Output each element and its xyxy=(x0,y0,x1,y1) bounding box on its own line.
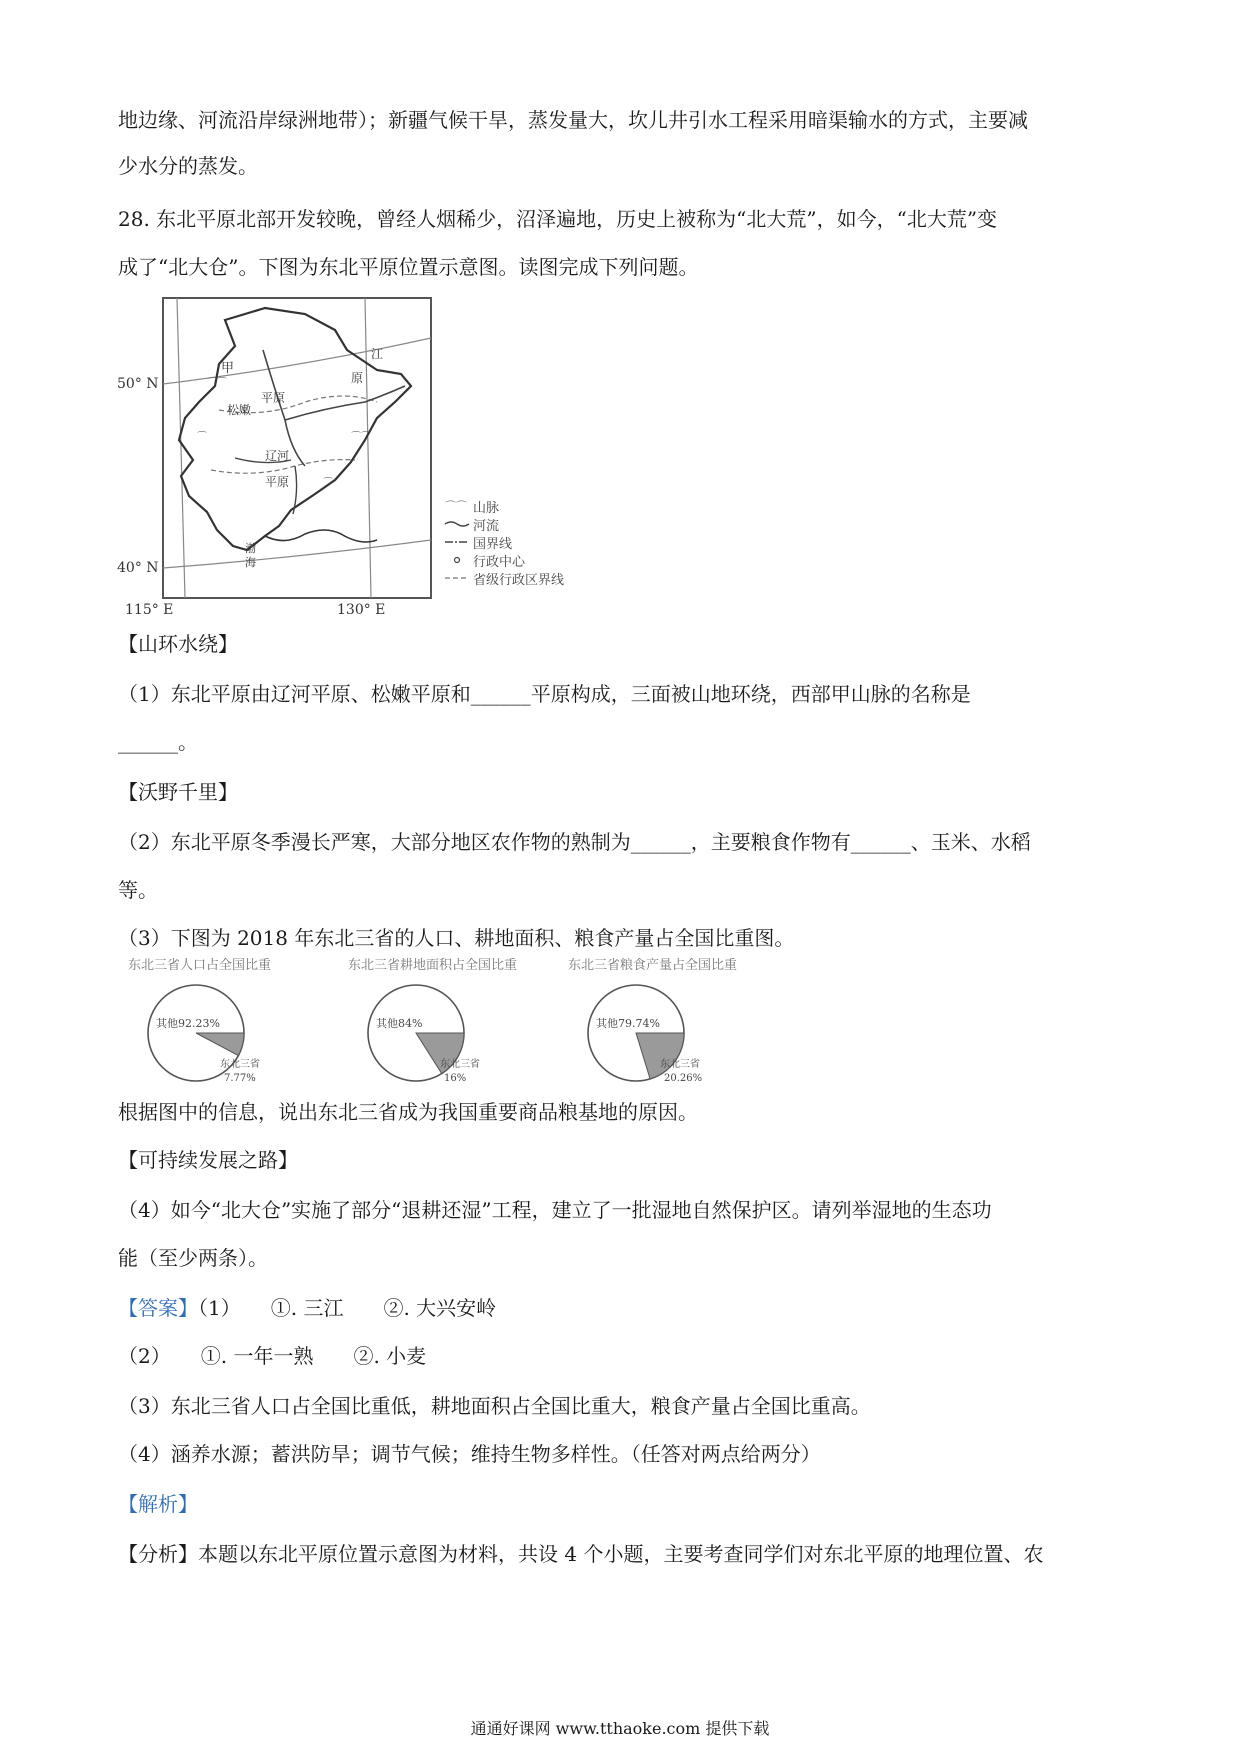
analysis-tag: 【解析】 xyxy=(118,1492,198,1516)
mountain-symbol: ⌒⌒ xyxy=(351,432,371,443)
map-label: 江 xyxy=(371,347,384,361)
pie-label-northeast: 东北三省 xyxy=(220,1059,260,1070)
pie-label-other: 其他79.74% xyxy=(596,1017,660,1030)
section-heading: 【沃野千里】 xyxy=(118,780,238,804)
question-3-prompt: 根据图中的信息，说出东北三省成为我国重要商品粮基地的原因。 xyxy=(118,1100,698,1124)
question-2: 等。 xyxy=(118,878,158,902)
question-2: （2）东北平原冬季漫长严寒，大部分地区农作物的熟制为______，主要粮食作物有______、玉米、水稻 xyxy=(118,830,1031,854)
pie-label-other: 其他92.23% xyxy=(156,1017,220,1030)
question-4: （4）如今“北大仓”实施了部分“退耕还湿”工程，建立了一批湿地自然保护区。请列举湿地的生态功 xyxy=(118,1198,992,1222)
legend-label: 山脉 xyxy=(473,501,500,516)
mountain-symbol: ⌒⌒ xyxy=(207,378,227,389)
section-heading: 【山环水绕】 xyxy=(118,632,238,656)
page-footer: 通通好课网 www.tthaoke.com 提供下载 xyxy=(470,1719,770,1738)
pie-chart xyxy=(568,957,737,1084)
answer-tag: 【答案】 xyxy=(118,1296,198,1320)
pie-label-other: 其他84% xyxy=(376,1017,423,1030)
question-4: 能（至少两条）。 xyxy=(118,1246,268,1270)
answer-3: （3）东北三省人口占全国比重低，耕地面积占全国比重大，粮食产量占全国比重高。 xyxy=(118,1394,871,1418)
legend-label: 行政中心 xyxy=(473,555,526,570)
pie-value-northeast: 20.26% xyxy=(664,1073,703,1084)
map-label: 松嫩 xyxy=(227,403,252,417)
mountain-symbol: ⌒ xyxy=(197,432,207,443)
section-heading: 【可持续发展之路】 xyxy=(118,1148,298,1172)
mountain-legend-icon: ⌒⌒ xyxy=(445,500,467,513)
pie-title: 东北三省粮食产量占全国比重 xyxy=(568,958,738,973)
map-frame xyxy=(163,298,431,598)
answer-4: （4）涵养水源；蓄洪防旱；调节气候；维持生物多样性。（任答对两点给两分） xyxy=(118,1442,821,1466)
text-line: 少水分的蒸发。 xyxy=(118,154,258,178)
question-3: （3）下图为 2018 年东北三省的人口、耕地面积、粮食产量占全国比重图。 xyxy=(118,926,795,950)
map-legend xyxy=(445,500,564,588)
legend-label: 河流 xyxy=(473,519,500,534)
map-label: 渤 xyxy=(245,542,256,555)
lat-label: 40° N xyxy=(117,560,159,576)
mountain-symbol: ⌒ xyxy=(323,478,333,489)
map-label: 辽河 xyxy=(265,449,290,463)
capital-legend-icon xyxy=(455,558,460,563)
map-label: 原 xyxy=(351,371,364,385)
analysis-text: 【分析】本题以东北平原位置示意图为材料，共设 4 个小题，主要考查同学们对东北平原的地理位置、农 xyxy=(118,1542,1044,1566)
answer-1-text: （1） ①. 三江 ②. 大兴安岭 xyxy=(198,1296,497,1320)
pie-title: 东北三省耕地面积占全国比重 xyxy=(348,958,518,973)
text-line: 地边缘、河流沿岸绿洲地带）；新疆气候干旱，蒸发量大，坎儿井引水工程采用暗渠输水的方式，主要减 xyxy=(118,108,1028,132)
river-legend-icon xyxy=(445,522,469,526)
question-1: （1）东北平原由辽河平原、松嫩平原和______平原构成，三面被山地环绕，西部甲山脉的名称是 xyxy=(118,682,971,706)
map-label-jia: 甲 xyxy=(221,361,235,376)
map-label: 平原 xyxy=(265,475,290,489)
map-label: 平原 xyxy=(261,391,286,405)
pie-value-northeast: 16% xyxy=(444,1073,467,1084)
legend-label: 国界线 xyxy=(473,537,513,552)
legend-label: 省级行政区界线 xyxy=(473,573,565,588)
question-28-stem: 成了“北大仓”。下图为东北平原位置示意图。读图完成下列问题。 xyxy=(118,255,699,279)
question-28-stem: 28. 东北平原北部开发较晚，曾经人烟稀少，沼泽遍地，历史上被称为“北大荒”，如今，“北大荒”变 xyxy=(118,207,998,231)
map-label: 海 xyxy=(245,556,256,569)
pie-charts xyxy=(118,955,778,1085)
pie-label-northeast: 东北三省 xyxy=(440,1059,480,1070)
question-1: ______。 xyxy=(118,730,198,754)
answer-2: （2） ①. 一年一熟 ②. 小麦 xyxy=(118,1344,427,1368)
lon-label: 115° E xyxy=(125,602,174,615)
pie-chart xyxy=(128,957,271,1084)
answer-1 xyxy=(118,1294,496,1322)
pie-title: 东北三省人口占全国比重 xyxy=(128,958,272,973)
northeast-plain-map xyxy=(115,290,595,615)
pie-value-northeast: 7.77% xyxy=(224,1073,256,1084)
pie-chart xyxy=(348,957,517,1084)
lon-label: 130° E xyxy=(337,602,386,615)
pie-label-northeast: 东北三省 xyxy=(660,1059,700,1070)
lat-label: 50° N xyxy=(117,376,159,392)
